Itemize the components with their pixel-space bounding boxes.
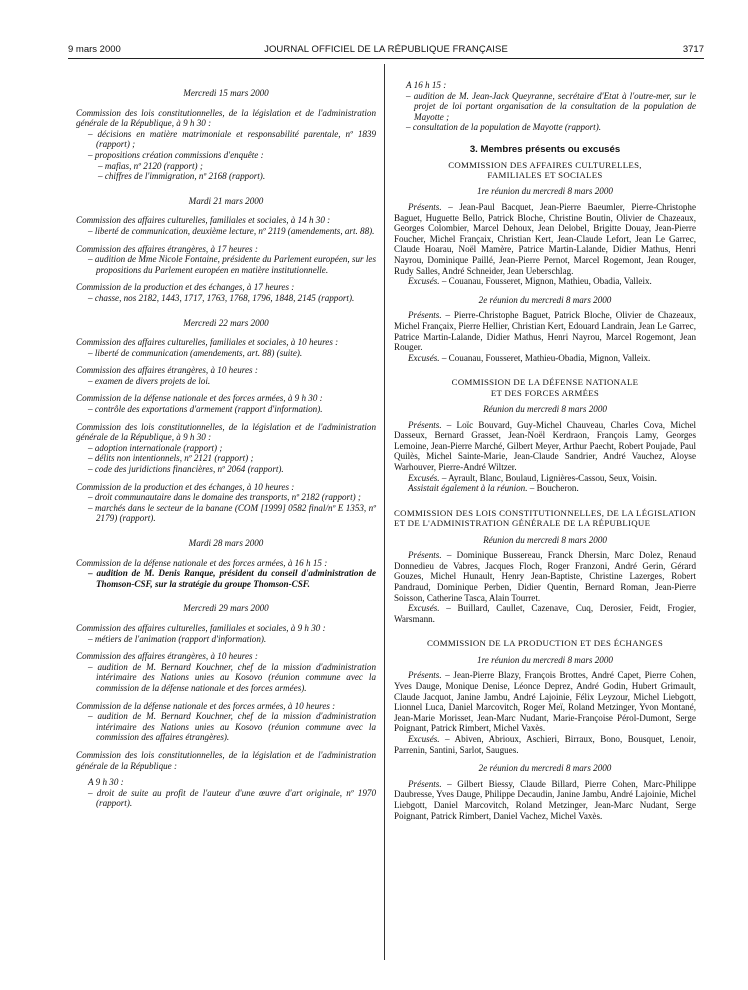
agenda-list: [76, 662, 376, 694]
attendance-presents: Présents. – Pierre-Christophe Baguet, Patrick Bloche, Olivier de Chazeaux, Michel Françaix, Pierre Hellier, Christian Kert, Edouard Landrain, Jean Le Garrec, Patrice Martin-Lalande, Didier Mathus, Henri Nayrou, Marcel Rogemont, Jean Rouger.: [394, 310, 696, 353]
agenda-list: [76, 492, 376, 524]
committee-entry: Commission de la production et des échanges, à 17 heures :: [76, 282, 295, 293]
excuses-label: Excusés.: [408, 603, 440, 614]
committee-entry: Commission des affaires culturelles, familiales et sociales, à 9 h 30 :: [76, 622, 326, 633]
committee-heading-line: COMMISSION DE LA DÉFENSE NATIONALE: [451, 377, 639, 388]
committee-entry: Commission des lois constitutionnelles, de la législation et de l'administration générale de la République, à 9 h 30 :: [76, 421, 376, 443]
presents-label: Présents.: [408, 201, 442, 212]
attendance-list: Ayrault, Blanc, Boulaud, Lignières-Cassou, Seux, Voisin.: [448, 472, 657, 483]
attendance-presents: Présents. – Loïc Bouvard, Guy-Michel Chauveau, Charles Cova, Michel Dasseux, Bernard Grasset, Jean-Noël Kerdraon, François Lamy, Georges Lemoine, Jean-Pierre Marché, Gilbert Meyer, Arthur Paecht, Robert Poujade, Paul Quilès, Michel Sainte-Marie, Jean-Claude Sandrier, André Vauchez, Aloyse Warhouver, Pierre-André Wiltzer.: [394, 419, 697, 473]
attendance-list: Pierre-Christophe Baguet, Patrick Bloche, Olivier de Chazeaux, Michel Françaix, Pierre Hellier, Christian Kert, Edouard Landrain, Jean Le Garrec, Patrice Martin-Lalande, Didier Mathus, Henri Nayrou, Marcel Rogemont, Jean Rouger.: [394, 310, 696, 353]
page-number: 3717: [682, 44, 704, 55]
assistait-label: Assistait également à la réunion.: [408, 483, 528, 494]
committee-heading: [394, 160, 696, 181]
presents-label: Présents.: [408, 550, 442, 561]
agenda-item: – examen de divers projets de loi.: [76, 376, 376, 387]
attendance-list: Buillard, Caullet, Cazenave, Cuq, Derosier, Feidt, Frogier, Warsmann.: [394, 603, 696, 624]
agenda-list: [76, 443, 376, 475]
agenda-list: [76, 348, 376, 359]
agenda-item: – audition de M. Jean-Jack Queyranne, secrétaire d'Etat à l'outre-mer, sur le projet de loi portant organisation de la consultation de la population de Mayotte ;: [394, 91, 696, 123]
committee-entry: Commission des affaires culturelles, familiales et sociales, à 14 h 30 :: [76, 215, 331, 226]
agenda-item: – audition de M. Bernard Kouchner, chef de la mission d'administration intérimaire des Nations unies au Kosovo (réunion commune avec la commission des affaires étrangères).: [76, 711, 376, 743]
day-heading: Mardi 28 mars 2000: [188, 538, 264, 548]
committee-entry: Commission des affaires étrangères, à 17 heures :: [76, 243, 258, 254]
committee-entry: Commission des lois constitutionnelles, de la législation et de l'administration générale de la République :: [76, 749, 376, 771]
day-heading: Mercredi 29 mars 2000: [183, 603, 269, 614]
excuses-label: Excusés.: [408, 352, 440, 363]
agenda-list: [76, 634, 376, 645]
presents-label: Présents.: [408, 310, 442, 321]
meeting-title: 1re réunion du mercredi 8 mars 2000: [477, 186, 613, 197]
day-heading: Mercredi 22 mars 2000: [183, 317, 269, 328]
attendance-list: Abiven, Abrioux, Aschieri, Birraux, Bono, Bousquet, Lenoir, Parrenin, Santini, Sarlot, Saugues.: [394, 733, 696, 755]
section-title: 3. Membres présents ou excusés: [469, 143, 621, 155]
committee-entry: Commission de la production et des échanges, à 10 heures :: [76, 481, 295, 492]
presents-label: Présents.: [408, 670, 442, 681]
committee-entry: Commission des lois constitutionnelles, de la législation et de l'administration générale de la République, à 9 h 30 :: [76, 107, 376, 129]
excuses-label: Excusés.: [408, 472, 440, 483]
agenda-sublist: [76, 161, 376, 182]
agenda-list: [76, 293, 376, 304]
committee-heading-line: ET DES FORCES ARMÉES: [490, 387, 600, 398]
agenda-item: – droit communautaire dans le domaine des transports, nº 2182 (rapport) ;: [76, 492, 376, 503]
committee-entry: Commission de la défense nationale et des forces armées, à 10 heures :: [76, 700, 336, 711]
agenda-list: [76, 129, 376, 161]
attendance-excuses: Excusés. – Buillard, Caullet, Cazenave, Cuq, Derosier, Feidt, Frogier, Warsmann.: [394, 603, 696, 624]
attendance-assistait: Assistait également à la réunion. – Boucheron.: [408, 483, 579, 494]
agenda-list: [76, 788, 376, 809]
agenda-item: – audition de Mme Nicole Fontaine, présidente du Parlement européen, sur les propositions du Parlement européen en matière institutionnelle.: [76, 254, 376, 275]
attendance-list: Dominique Bussereau, Franck Dhersin, Marc Dolez, Renaud Donnedieu de Vabres, Jacques Floch, Roger Franzoni, André Gerin, Gérard Gouzes, Michel Hunault, Henry Jean-Baptiste, Christine Lazerges, Robert Pandraud, Dominique Perben, Didier Quentin, Bernard Roman, Jean-Pierre Soisson, Catherine Tasca, Alain Tourret.: [394, 550, 697, 603]
agenda-item: – liberté de communication, deuxième lecture, nº 2119 (amendements, art. 88).: [76, 226, 376, 237]
agenda-list: [76, 376, 376, 387]
committee-heading: COMMISSION DE LA PRODUCTION ET DES ÉCHANGES: [426, 638, 664, 649]
committee-entry: Commission de la défense nationale et des forces armées, à 9 h 30 :: [76, 393, 323, 404]
journal-title: JOURNAL OFFICIEL DE LA RÉPUBLIQUE FRANÇAISE: [264, 44, 508, 55]
committee-entry: Commission des affaires étrangères, à 10 heures :: [76, 651, 258, 662]
session-time: A 9 h 30 :: [88, 777, 124, 788]
attendance-list: Jean-Pierre Blazy, François Brottes, André Capet, Pierre Cohen, Yves Dauge, Monique Denise, Léonce Deprez, André Godin, Hubert Grimault, Claude Jacquot, Janine Jambu, André Lajoinie, Félix Leyzour, Michel Liebgott, Lionnel Luca, Daniel Marcovitch, Roger Meï, Roland Metzinger, Yvon Montané, Jean-Marie Morisset, Jean-Marc Nudant, Marie-Françoise Pérol-Dumont, Serge Poignant, Patrick Rimbert, Michel Vaxès.: [394, 670, 696, 734]
agenda-item: – audition de M. Denis Ranque, président du conseil d'administration de Thomson-CSF, sur la stratégie du groupe Thomson-CSF.: [76, 568, 376, 589]
agenda-list: [394, 91, 696, 133]
attendance-list: Couanau, Fousseret, Mignon, Mathieu, Obadia, Valleix.: [448, 276, 652, 287]
agenda-item: – consultation de la population de Mayotte (rapport).: [394, 122, 696, 133]
attendance-excuses: Excusés. – Couanau, Fousseret, Mathieu-Obadia, Mignon, Valleix.: [408, 352, 651, 363]
agenda-list: [76, 711, 376, 743]
agenda-item: – métiers de l'animation (rapport d'information).: [76, 634, 376, 645]
agenda-item: – délits non intentionnels, nº 2121 (rapport) ;: [76, 453, 376, 464]
excuses-label: Excusés.: [408, 276, 440, 287]
meeting-title: Réunion du mercredi 8 mars 2000: [483, 404, 607, 415]
agenda-item: – chiffres de l'immigration, nº 2168 (rapport).: [76, 171, 376, 182]
attendance-presents: Présents. – Dominique Bussereau, Franck Dhersin, Marc Dolez, Renaud Donnedieu de Vabres, Jacques Floch, Roger Franzoni, André Gerin, Gérard Gouzes, Michel Hunault, Henry Jean-Baptiste, Christine Lazerges, Robert Pandraud, Dominique Perben, Didier Quentin, Bernard Roman, Jean-Pierre Soisson, Catherine Tasca, Alain Tourret.: [394, 550, 697, 603]
agenda-item: – contrôle des exportations d'armement (rapport d'information).: [76, 404, 376, 415]
agenda-item: – droit de suite au profit de l'auteur d'une œuvre d'art originale, nº 1970 (rapport).: [76, 788, 376, 809]
committee-entry: Commission des affaires étrangères, à 10 heures :: [76, 365, 258, 376]
committee-heading: COMMISSION DES LOIS CONSTITUTIONNELLES, DE LA LÉGISLATION ET DE L'ADMINISTRATION GÉNÉRALE DE LA RÉPUBLIQUE: [394, 507, 696, 529]
meeting-title: 2e réunion du mercredi 8 mars 2000: [478, 763, 612, 774]
agenda-list: [76, 568, 376, 589]
attendance-excuses: Excusés. – Ayrault, Blanc, Boulaud, Lignières-Cassou, Seux, Voisin.: [408, 472, 657, 483]
agenda-item: – propositions création commissions d'enquête :: [76, 150, 376, 161]
agenda-item: – mafias, nº 2120 (rapport) ;: [76, 161, 376, 172]
meeting-title: 1re réunion du mercredi 8 mars 2000: [477, 654, 613, 665]
attendance-list: Jean-Paul Bacquet, Jean-Pierre Baeumler, Pierre-Christophe Baguet, Huguette Bello, Patrick Bloche, Christine Boutin, Olivier de Chazeaux, Georges Colombier, Marcel Dehoux, Jean Delobel, Brigitte Douay, Jean-Pierre Foucher, Michel Françaix, Christian Kert, Jean-Claude Lefort, Jean Le Garrec, Claude Hoarau, Noël Mamère, Patrice Martin-Lalande, Didier Mathus, Henri Nayrou, Dominique Paillé, Jean-Pierre Pernot, Marcel Rogemont, Jean Rouger, Rudy Salles, André Schneider, Jean Ueberschlag.: [394, 201, 697, 276]
committee-entry: Commission de la défense nationale et des forces armées, à 16 h 15 :: [76, 557, 328, 568]
agenda-item: – liberté de communication (amendements, art. 88) (suite).: [76, 348, 376, 359]
meeting-title: Réunion du mercredi 8 mars 2000: [483, 534, 607, 545]
meeting-title: 2e réunion du mercredi 8 mars 2000: [478, 294, 612, 305]
attendance-list: Boucheron.: [536, 483, 579, 494]
attendance-presents: Présents. – Gilbert Biessy, Claude Billard, Pierre Cohen, Marc-Philippe Daubresse, Yves Dauge, Philippe Decaudin, Janine Jambu, André Lajoinie, Michel Liebgott, Daniel Marcovitch, Roland Metzinger, Jean-Marc Nudant, Serge Poignant, Patrick Rimbert, Daniel Vachez, Michel Vaxès.: [394, 778, 696, 821]
committee-heading-line: FAMILIALES ET SOCIALES: [487, 169, 603, 180]
agenda-item: – décisions en matière matrimoniale et responsabilité parentale, nº 1839 (rapport) ;: [76, 129, 376, 150]
page-header: [68, 44, 704, 59]
agenda-list: [76, 254, 376, 275]
agenda-item: – code des juridictions financières, nº 2064 (rapport).: [76, 464, 376, 475]
day-heading: Mardi 21 mars 2000: [188, 195, 264, 206]
left-column: [76, 80, 376, 809]
agenda-list: [76, 226, 376, 237]
day-heading: Mercredi 15 mars 2000: [183, 88, 269, 98]
attendance-excuses: Excusés. – Abiven, Abrioux, Aschieri, Birraux, Bono, Bousquet, Lenoir, Parrenin, Santini, Sarlot, Saugues.: [394, 733, 696, 755]
presents-label: Présents.: [408, 419, 442, 430]
agenda-item: – chasse, nos 2182, 1443, 1717, 1763, 1768, 1796, 1848, 2145 (rapport).: [76, 293, 376, 304]
excuses-label: Excusés.: [408, 733, 440, 744]
attendance-list: Couanau, Fousseret, Mathieu-Obadia, Mignon, Valleix.: [448, 352, 651, 363]
agenda-item: – adoption internationale (rapport) ;: [76, 443, 376, 454]
attendance-list: Gilbert Biessy, Claude Billard, Pierre Cohen, Marc-Philippe Daubresse, Yves Dauge, Philippe Decaudin, Janine Jambu, André Lajoinie, Michel Liebgott, Daniel Marcovitch, Roland Metzinger, Jean-Marc Nudant, Serge Poignant, Patrick Rimbert, Daniel Vachez, Michel Vaxès.: [394, 778, 696, 821]
committee-entry: Commission des affaires culturelles, familiales et sociales, à 10 heures :: [76, 337, 339, 348]
issue-date: 9 mars 2000: [68, 44, 121, 55]
column-divider: [384, 64, 385, 960]
committee-heading: [394, 377, 696, 398]
agenda-item: – audition de M. Bernard Kouchner, chef de la mission d'administration intérimaire des Nations unies au Kosovo (réunion commune avec la commission de la défense nationale et des forces armées).: [76, 662, 376, 694]
agenda-item: – marchés dans le secteur de la banane (COM [1999] 0582 final/nº E 1353, nº 2179) (rapport).: [76, 503, 376, 524]
attendance-presents: Présents. – Jean-Paul Bacquet, Jean-Pierre Baeumler, Pierre-Christophe Baguet, Huguette Bello, Patrick Bloche, Christine Boutin, Olivier de Chazeaux, Georges Colombier, Marcel Dehoux, Jean Delobel, Brigitte Douay, Jean-Pierre Foucher, Michel Françaix, Christian Kert, Jean-Claude Lefort, Jean Le Garrec, Claude Hoarau, Noël Mamère, Patrice Martin-Lalande, Didier Mathus, Henri Nayrou, Dominique Paillé, Jean-Pierre Pernot, Marcel Rogemont, Jean Rouger, Rudy Salles, André Schneider, Jean Ueberschlag.: [394, 201, 697, 276]
attendance-presents: Présents. – Jean-Pierre Blazy, François Brottes, André Capet, Pierre Cohen, Yves Dauge, Monique Denise, Léonce Deprez, André Godin, Hubert Grimault, Claude Jacquot, Janine Jambu, André Lajoinie, Félix Leyzour, Michel Liebgott, Lionnel Luca, Daniel Marcovitch, Roger Meï, Roland Metzinger, Yvon Montané, Jean-Marie Morisset, Jean-Marc Nudant, Marie-Françoise Pérol-Dumont, Serge Poignant, Patrick Rimbert, Michel Vaxès.: [394, 670, 696, 734]
committee-heading-line: COMMISSION DES AFFAIRES CULTURELLES,: [448, 159, 642, 170]
agenda-list: [76, 404, 376, 415]
attendance-excuses: Excusés. – Couanau, Fousseret, Mignon, Mathieu, Obadia, Valleix.: [408, 276, 652, 287]
attendance-list: Loïc Bouvard, Guy-Michel Chauveau, Charles Cova, Michel Dasseux, Bernard Grasset, Jean-Noël Kerdraon, François Lamy, Georges Lemoine, Jean-Pierre Marché, Gilbert Meyer, Arthur Paecht, Robert Poujade, Paul Quilès, Michel Sainte-Marie, Jean-Claude Sandrier, André Vauchez, Aloyse Warhouver, Pierre-André Wiltzer.: [394, 419, 697, 473]
session-time: A 16 h 15 :: [406, 80, 447, 90]
right-column: [394, 80, 696, 821]
presents-label: Présents.: [408, 778, 442, 789]
